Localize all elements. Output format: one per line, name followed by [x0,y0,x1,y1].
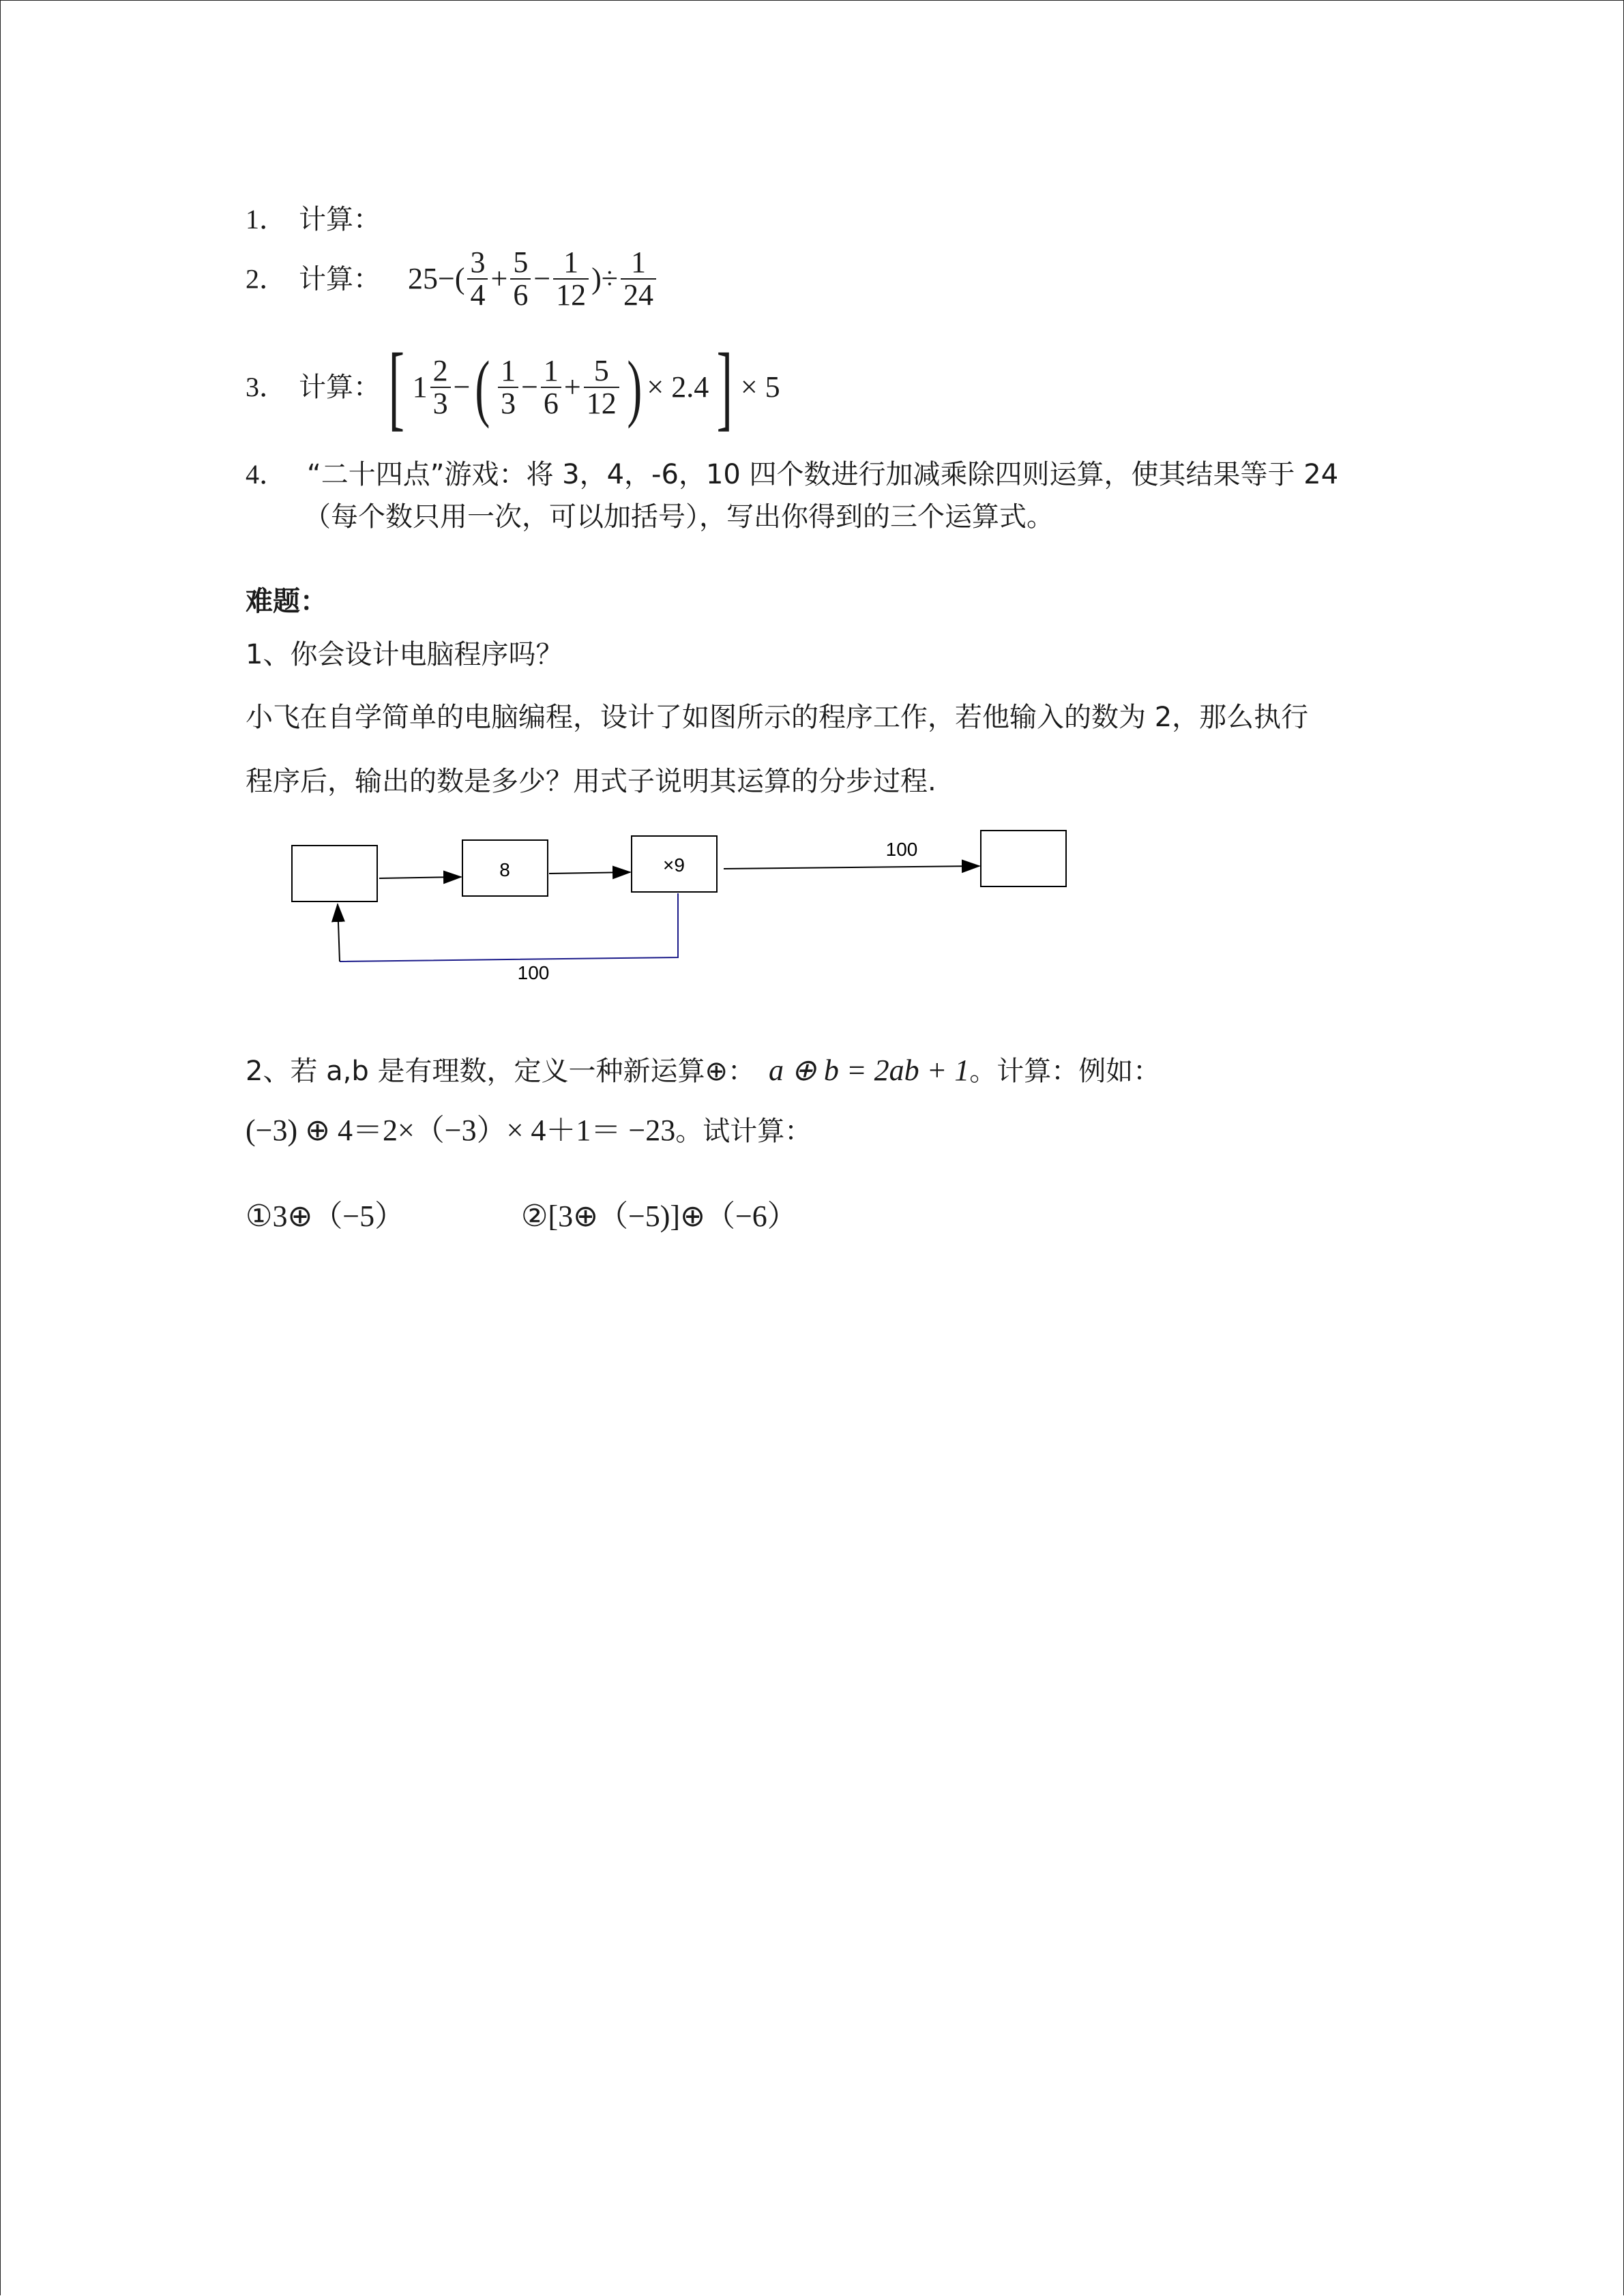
q3-minus: − [453,370,471,404]
q2-close-paren: ) [591,262,602,296]
flow-bottom-label: 100 [517,962,550,983]
p2-item-2: ②[3⊕（−5)]⊕（−6） [521,1199,797,1233]
input-box [292,846,377,901]
q1-number: 1． [246,204,286,235]
q2-fraction-2: $\frac{5}{6}$ [510,247,531,311]
q4-line-2: （每个数只用一次，可以加括号），写出你得到的三个运算式。 [304,501,1054,533]
q3-label: 计算： [299,372,381,404]
arrow-loop-to-input [338,904,340,961]
q3-minus-2: − [521,370,538,404]
loop-back-line [340,893,678,961]
q2-minus: − [438,262,455,296]
q3-left-paren: ( [475,346,490,429]
arrow-input-to-8 [379,877,461,878]
arrow-8-to-times-9 [549,872,630,874]
q3-mixed-fraction: $\frac{2}{3}$ [430,355,451,419]
q3-plus: + [563,370,581,404]
p2-text: 2、若 a,b 是有理数，定义一种新运算⊕： [246,1056,756,1087]
hard-problem-1-title: 1、你会设计电脑程序吗？ [246,639,563,670]
output-box [981,831,1066,886]
q1-label: 计算： [299,204,381,235]
q3-number: 3． [246,372,286,403]
step-box-times-9-label: ×9 [663,854,685,876]
p2-line-2-tail: 。试计算： [675,1116,812,1147]
q4-number: 4． [246,459,286,490]
q3-right-bracket: ] [716,334,733,440]
q2-open-paren: ( [454,262,465,296]
q3-fraction-1: $\frac{1}{3}$ [498,355,518,419]
q3-times: × 2.4 [647,370,709,404]
p2-example: (−3) ⊕ 4＝2×（−3）× 4＋1＝ −23 [246,1114,676,1147]
program-flowchart [0,0,1624,1023]
q4-line-1: “二十四点”游戏：将 3，4，-6，10 四个数进行加减乘除四则运算，使其结果等于 24 [307,459,1339,490]
q2-label: 计算： [299,263,381,295]
hard-problem-1-line-2: 程序后，输出的数是多少？用式子说明其运算的分步过程. [246,766,936,797]
p2-line-1-tail: 。计算：例如： [969,1056,1161,1087]
q2-fraction-1: $\frac{3}{4}$ [467,247,488,311]
p2-definition: a ⊕ b = 2ab + 1 [769,1054,970,1087]
q3-right-paren: ) [627,346,643,429]
flow-top-label: 100 [885,839,918,860]
p2-item-1: ①3⊕（−5） [246,1199,405,1233]
q2-divide: ÷ [601,262,618,296]
q3-tail: × 5 [740,370,780,404]
q2-fraction-4: $\frac{1}{24}$ [621,247,656,311]
step-box-8-label: 8 [499,859,510,880]
hard-problem-2-line-1 [246,1056,1160,1086]
q2-plus: + [490,262,508,296]
q2-fraction-3: $\frac{1}{12}$ [553,247,589,311]
q2-number: 2． [246,263,286,295]
hard-problem-1-line-1: 小飞在自学简单的电脑编程，设计了如图所示的程序工作，若他输入的数为 2，那么执行 [246,702,1309,733]
hard-problem-2-line-2 [246,1116,812,1146]
arrow-to-output [724,866,979,869]
q3-fraction-2: $\frac{1}{6}$ [541,355,561,419]
q3-fraction-3: $\frac{5}{12}$ [584,355,619,419]
q3-left-bracket: [ [388,334,404,440]
q2-minus-2: − [533,262,551,296]
hard-section-title: 难题： [246,586,327,617]
q3-whole: 1 [412,370,428,404]
q2-lead: 25 [408,262,438,296]
